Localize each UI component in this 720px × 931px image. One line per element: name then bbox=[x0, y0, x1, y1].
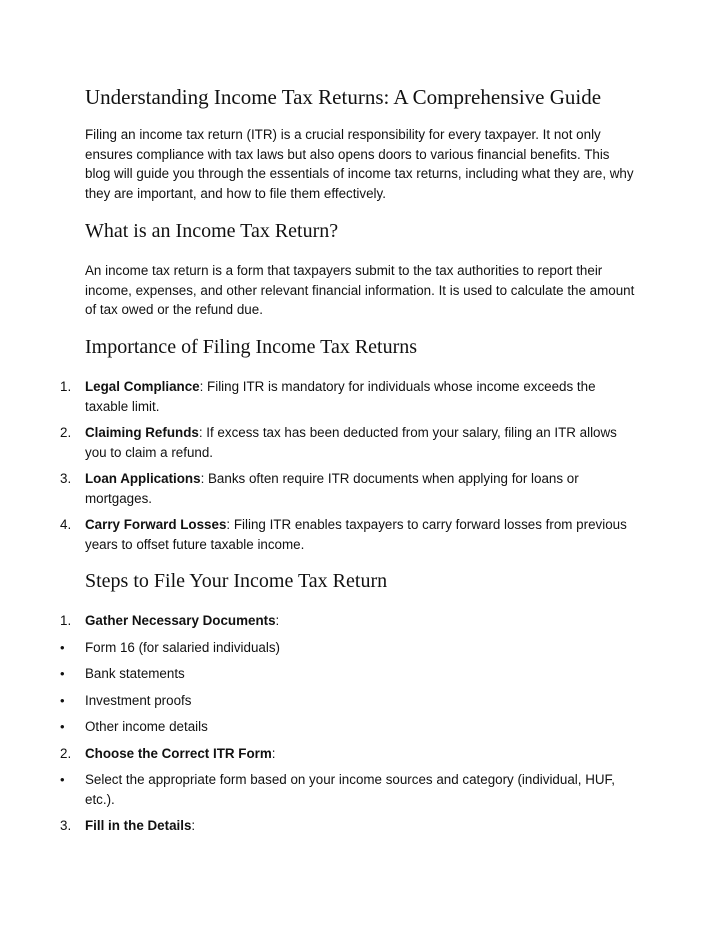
list-item-term: Legal Compliance bbox=[85, 379, 200, 394]
list-item-text: Bank statements bbox=[85, 666, 185, 681]
list-number: 4. bbox=[60, 517, 72, 532]
list-number: 3. bbox=[60, 471, 72, 486]
what-is-itr-paragraph: An income tax return is a form that taxpayers submit to the tax authorities to report their income, expenses, and other relevant financial information. It is used to calculate the amount of tax owed or the refund due. bbox=[85, 263, 635, 317]
list-item bbox=[60, 377, 638, 416]
importance-list bbox=[60, 377, 638, 561]
list-item-text: Other income details bbox=[85, 719, 208, 734]
list-item-term: Loan Applications bbox=[85, 471, 201, 486]
list-item bbox=[60, 611, 638, 631]
list-number: 1. bbox=[60, 613, 72, 628]
list-number: 3. bbox=[60, 818, 72, 833]
list-number: 1. bbox=[60, 379, 72, 394]
list-item-term: Choose the Correct ITR Form bbox=[85, 745, 272, 761]
list-item-text: : Banks often require ITR documents when applying for loans or mortgages. bbox=[85, 471, 579, 506]
list-item bbox=[60, 469, 638, 508]
section-heading-what-is-itr: What is an Income Tax Return? bbox=[85, 220, 339, 242]
list-item-text: : bbox=[271, 745, 276, 761]
bullet-icon: • bbox=[60, 719, 65, 734]
list-item-term: Fill in the Details bbox=[85, 818, 192, 833]
list-item-text: : Filing ITR is mandatory for individuals whose income exceeds the taxable limit. bbox=[85, 379, 596, 414]
intro-paragraph: Filing an income tax return (ITR) is a crucial responsibility for every taxpayer. It not only ensures compliance with tax laws but also opens doors to various financial benefits. This blog will guide you through the essentials of income tax returns, including what they are, why they are important, and how to file them effectively. bbox=[85, 127, 634, 201]
list-item bbox=[60, 664, 638, 684]
list-item-text: Select the appropriate form based on your income sources and category (individual, HUF, etc.). bbox=[85, 772, 615, 807]
steps-list bbox=[60, 611, 638, 843]
bullet-icon: • bbox=[60, 666, 65, 681]
list-item bbox=[60, 816, 638, 836]
bullet-icon: • bbox=[60, 772, 65, 787]
list-item bbox=[60, 691, 638, 711]
section-heading-importance: Importance of Filing Income Tax Returns bbox=[85, 336, 418, 358]
list-item-term: Gather Necessary Documents bbox=[85, 613, 276, 628]
bullet-icon: • bbox=[60, 639, 65, 655]
list-item bbox=[60, 744, 638, 764]
list-item bbox=[60, 423, 638, 462]
list-item bbox=[60, 515, 638, 554]
list-number: 2. bbox=[60, 425, 72, 440]
list-item-text: : bbox=[191, 818, 196, 833]
list-item bbox=[60, 638, 638, 658]
list-item-text: : Filing ITR enables taxpayers to carry forward losses from previous years to offset future taxable income. bbox=[85, 517, 627, 552]
list-item bbox=[60, 770, 638, 809]
list-item-term: Carry Forward Losses bbox=[85, 517, 227, 532]
page-title: Understanding Income Tax Returns: A Comprehensive Guide bbox=[85, 85, 602, 109]
list-item bbox=[60, 717, 638, 737]
list-item-text: : bbox=[275, 613, 280, 628]
bullet-icon: • bbox=[60, 692, 65, 708]
list-item-text: : If excess tax has been deducted from your salary, filing an ITR allows you to claim a refund. bbox=[85, 425, 617, 460]
list-item-term: Claiming Refunds bbox=[85, 425, 199, 440]
list-item-text: Form 16 (for salaried individuals) bbox=[85, 639, 280, 655]
list-number: 2. bbox=[60, 745, 72, 761]
section-heading-steps: Steps to File Your Income Tax Return bbox=[85, 570, 388, 592]
list-item-text: Investment proofs bbox=[85, 692, 192, 708]
